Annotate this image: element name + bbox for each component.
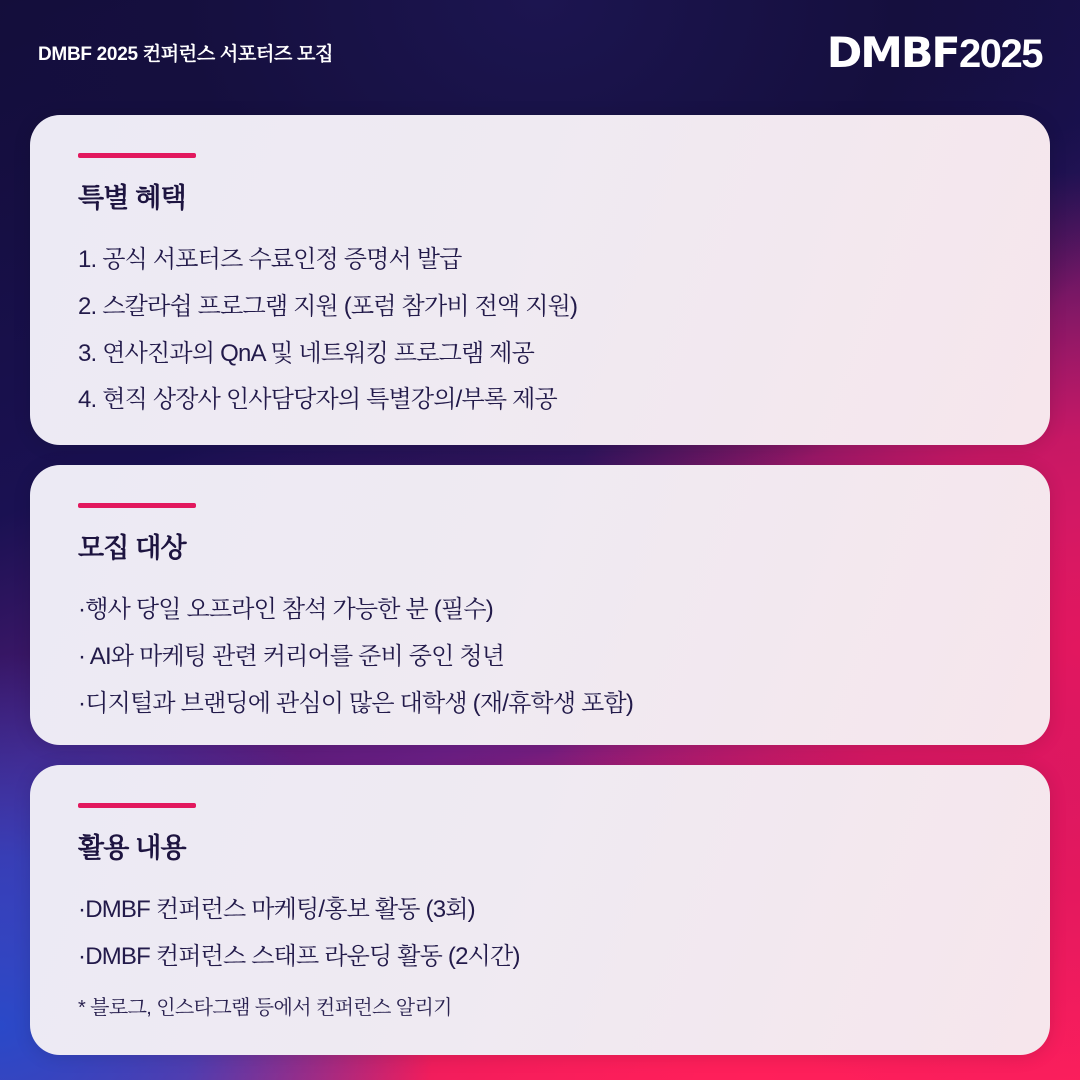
accent-bar-activity <box>78 803 196 808</box>
card-activity-note: * 블로그, 인스타그램 등에서 컨퍼런스 알리기 <box>78 996 452 1019</box>
list-item: ·DMBF 컨퍼런스 마케팅/홍보 활동 (3회) <box>78 896 475 923</box>
card-target-title: 모집 대상 <box>78 533 186 563</box>
card-activity <box>30 765 1050 1055</box>
card-benefits-title: 특별 혜택 <box>78 183 186 213</box>
list-item: 1. 공식 서포터즈 수료인정 증명서 발급 <box>78 246 462 273</box>
list-item: 4. 현직 상장사 인사담당자의 특별강의/부록 제공 <box>78 386 557 414</box>
logo-mark-text: DMBF <box>826 28 959 77</box>
list-item: 3. 연사진과의 QnA 및 네트워킹 프로그램 제공 <box>78 339 535 367</box>
accent-bar-benefits <box>78 153 196 158</box>
list-item: ·디지털과 브랜딩에 관심이 많은 대학생 (재/휴학생 포함) <box>78 689 634 717</box>
card-target <box>30 465 1050 745</box>
list-item: 2. 스칼라쉽 프로그램 지원 (포럼 참가비 전액 지원) <box>78 292 578 320</box>
card-target-list <box>78 587 1002 727</box>
list-item: · AI와 마케팅 관련 커리어를 준비 중인 청년 <box>78 642 505 670</box>
accent-bar-target <box>78 503 196 508</box>
card-benefits <box>30 115 1050 445</box>
card-activity-list <box>78 887 1002 981</box>
logo-year-text: 2025 <box>959 32 1042 76</box>
list-item: ·DMBF 컨퍼런스 스태프 라운딩 활동 (2시간) <box>78 942 520 970</box>
page-title: DMBF 2025 컨퍼런스 서포터즈 모집 <box>38 44 334 65</box>
card-activity-title: 활용 내용 <box>78 833 186 863</box>
list-item: ·행사 당일 오프라인 참석 가능한 분 (필수) <box>78 596 493 623</box>
card-benefits-list <box>78 237 1002 424</box>
dmbf-logo <box>828 28 1042 77</box>
page-header <box>0 0 1080 105</box>
